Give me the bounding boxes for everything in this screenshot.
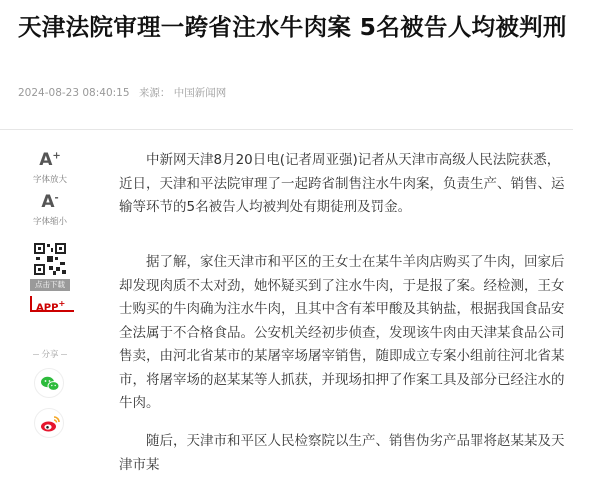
- publish-datetime: 2024-08-23 08:40:15: [18, 87, 130, 99]
- font-larger-icon: A+: [39, 150, 61, 170]
- qr-code-icon[interactable]: [33, 242, 67, 276]
- app-label: APP: [36, 302, 59, 314]
- app-download-button[interactable]: [30, 296, 74, 312]
- font-smaller-label: 字体缩小: [32, 217, 67, 227]
- app-plus-icon: +: [58, 298, 66, 308]
- article-paragraph: 随后，天津市和平区人民检察院以生产、销售伪劣产品罪将赵某某及天津市某: [119, 433, 565, 473]
- font-larger-label: 字体放大: [32, 175, 67, 185]
- header-divider: [0, 129, 573, 130]
- article-meta: [18, 85, 232, 100]
- article-title: 天津法院审理一跨省注水牛肉案 5名被告人均被判刑: [18, 13, 567, 41]
- font-smaller-icon: A-: [41, 192, 59, 212]
- download-label[interactable]: 点击下载: [30, 279, 70, 291]
- font-smaller-button[interactable]: [28, 192, 72, 227]
- article-source: 来源： 中国新闻网: [138, 87, 227, 99]
- wechat-icon: [35, 369, 65, 399]
- weibo-share-button[interactable]: [34, 408, 64, 438]
- weibo-icon: [35, 409, 65, 439]
- font-larger-button[interactable]: [28, 150, 72, 185]
- wechat-share-button[interactable]: [34, 368, 64, 398]
- article-paragraph: 中新网天津8月20日电(记者周亚强)记者从天津市高级人民法院获悉，近日，天津和平法院审理了一起跨省制售注水牛肉案，负责生产、销售、运输等环节的5名被告人均被判处有期徒刑及罚金。: [119, 152, 565, 215]
- article-paragraph: 据了解，家住天津市和平区的王女士在某牛羊肉店购买了牛肉，回家后却发现肉质不太对劲，她怀疑买到了注水牛肉，于是报了案。经检测，王女士购买的牛肉确为注水牛肉，且其中含有苯甲酸及其钠盐，根据我国食品安全法属于不合格食品。公安机关经初步侦查，发现该牛肉由天津某食品公司售卖，由河北省某市的某屠宰场屠宰销售，随即成立专案小组前往河北省某市，将屠宰场的赵某某等人抓获，并现场扣押了作案工具及部分已经注水的牛肉。: [119, 254, 565, 411]
- share-label: 分享: [28, 348, 72, 360]
